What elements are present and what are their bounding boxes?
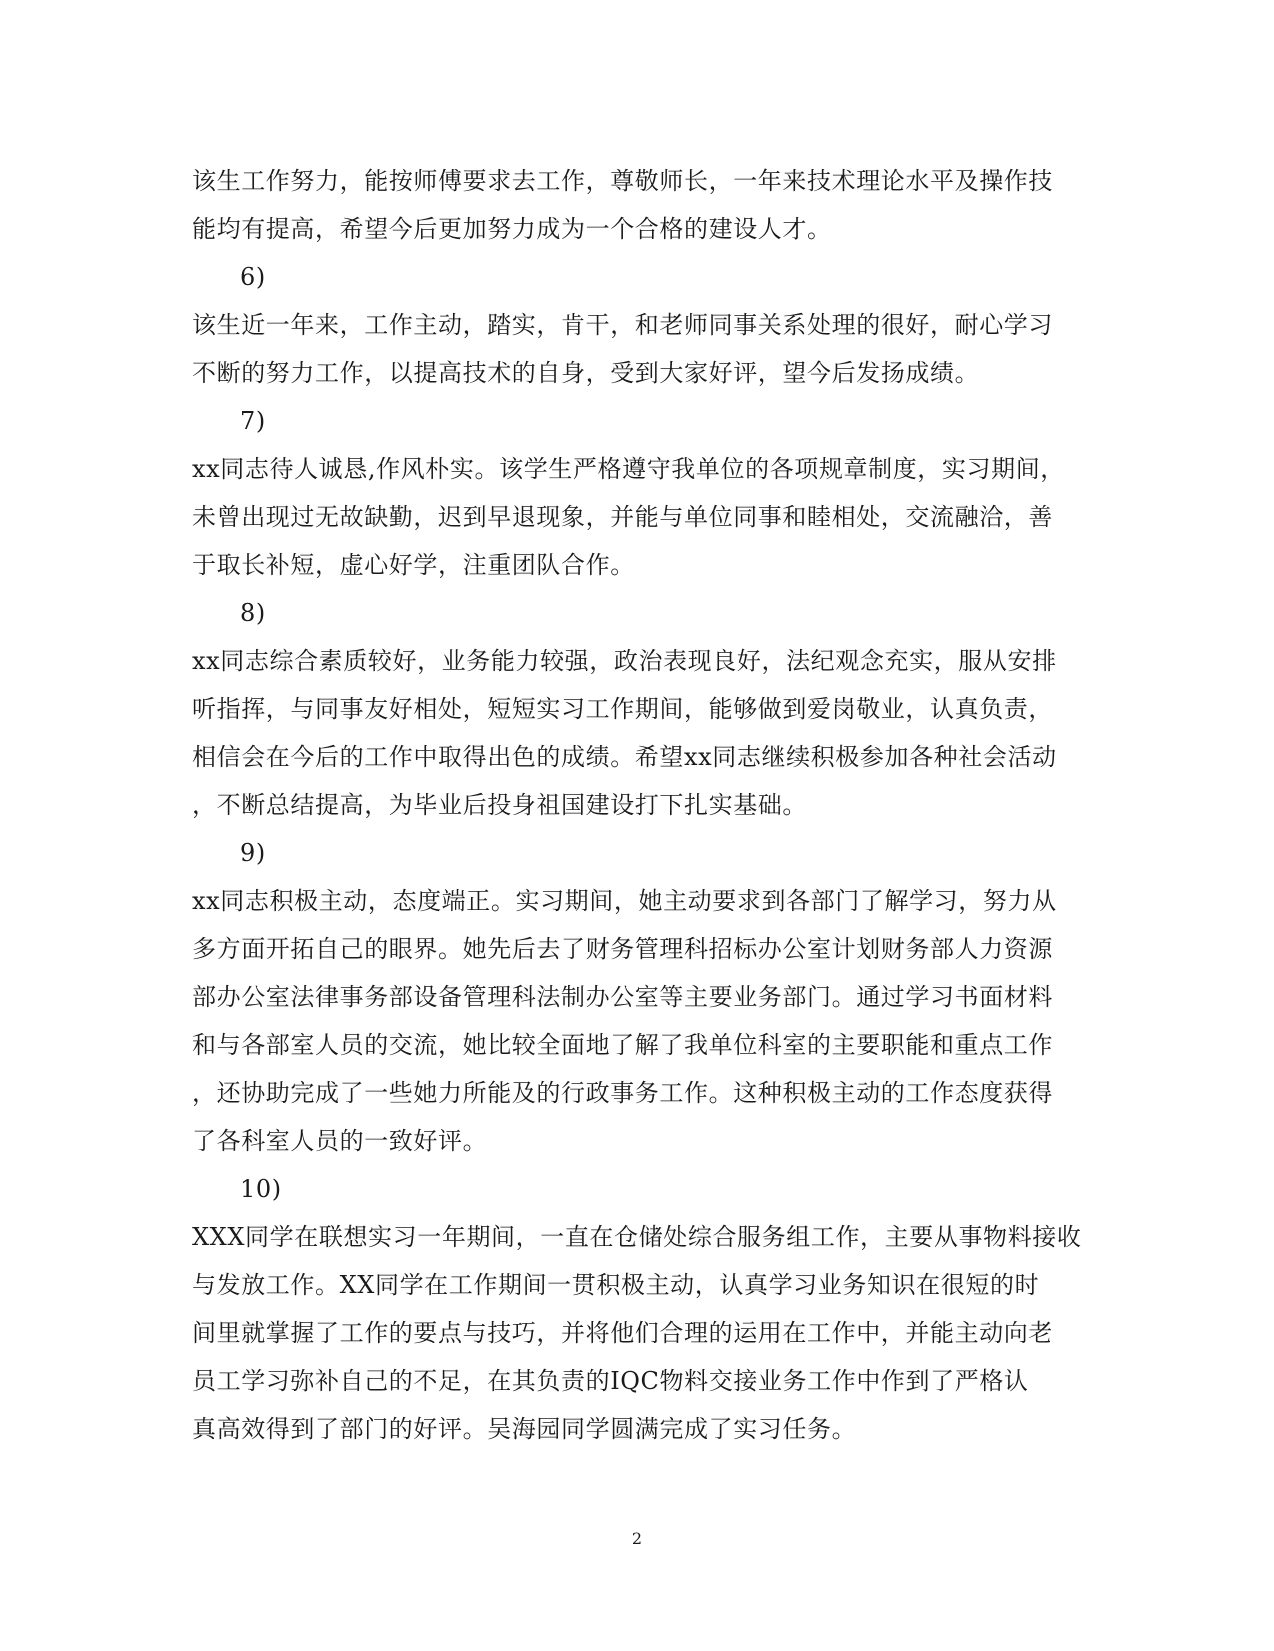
text-line: 员工学习弥补自己的不足，在其负责的IQC物料交接业务工作中作到了严格认 bbox=[192, 1367, 1029, 1395]
text-line: 与发放工作。XX同学在工作期间一贯积极主动，认真学习业务知识在很短的时 bbox=[192, 1271, 1040, 1299]
item-number: 7) bbox=[240, 407, 266, 435]
text-line: 相信会在今后的工作中取得出色的成绩。希望xx同志继续积极参加各种社会活动 bbox=[192, 743, 1057, 771]
text-line: 真高效得到了部门的好评。吴海园同学圆满完成了实习任务。 bbox=[192, 1415, 857, 1443]
item-number: 10) bbox=[240, 1175, 282, 1203]
text-line: 听指挥，与同事友好相处，短短实习工作期间，能够做到爱岗敬业，认真负责， bbox=[192, 695, 1053, 723]
text-line: 和与各部室人员的交流，她比较全面地了解了我单位科室的主要职能和重点工作 bbox=[192, 1031, 1053, 1059]
text-line: xx同志综合素质较好，业务能力较强，政治表现良好，法纪观念充实，服从安排 bbox=[192, 647, 1057, 675]
text-line: 该生工作努力，能按师傅要求去工作，尊敬师长，一年来技术理论水平及操作技 bbox=[192, 167, 1053, 195]
text-line: 多方面开拓自己的眼界。她先后去了财务管理科招标办公室计划财务部人力资源 bbox=[192, 935, 1053, 963]
text-line: 间里就掌握了工作的要点与技巧，并将他们合理的运用在工作中，并能主动向老 bbox=[192, 1319, 1053, 1347]
text-line: xx同志积极主动，态度端正。实习期间，她主动要求到各部门了解学习，努力从 bbox=[192, 887, 1057, 915]
page-number: 2 bbox=[631, 1529, 643, 1548]
text-line: 未曾出现过无故缺勤，迟到早退现象，并能与单位同事和睦相处，交流融洽，善 bbox=[192, 503, 1053, 531]
text-line: 于取长补短，虚心好学，注重团队合作。 bbox=[192, 551, 635, 579]
text-line: ，还协助完成了一些她力所能及的行政事务工作。这种积极主动的工作态度获得 bbox=[192, 1079, 1053, 1107]
item-number: 9) bbox=[240, 839, 266, 867]
text-line: ，不断总结提高，为毕业后投身祖国建设打下扎实基础。 bbox=[192, 791, 807, 819]
text-line: 了各科室人员的一致好评。 bbox=[192, 1127, 488, 1155]
text-line: 不断的努力工作，以提高技术的自身，受到大家好评，望今后发扬成绩。 bbox=[192, 359, 980, 387]
text-line: XXX同学在联想实习一年期间，一直在仓储处综合服务组工作，主要从事物料接收 bbox=[192, 1223, 1082, 1251]
text-line: xx同志待人诚恳,作风朴实。该学生严格遵守我单位的各项规章制度，实习期间， bbox=[192, 455, 1065, 483]
text-line: 该生近一年来，工作主动，踏实，肯干，和老师同事关系处理的很好，耐心学习 bbox=[192, 311, 1053, 339]
item-number: 8) bbox=[240, 599, 266, 627]
item-number: 6) bbox=[240, 263, 266, 291]
text-line: 能均有提高，希望今后更加努力成为一个合格的建设人才。 bbox=[192, 215, 832, 243]
text-line: 部办公室法律事务部设备管理科法制办公室等主要业务部门。通过学习书面材料 bbox=[192, 983, 1053, 1011]
